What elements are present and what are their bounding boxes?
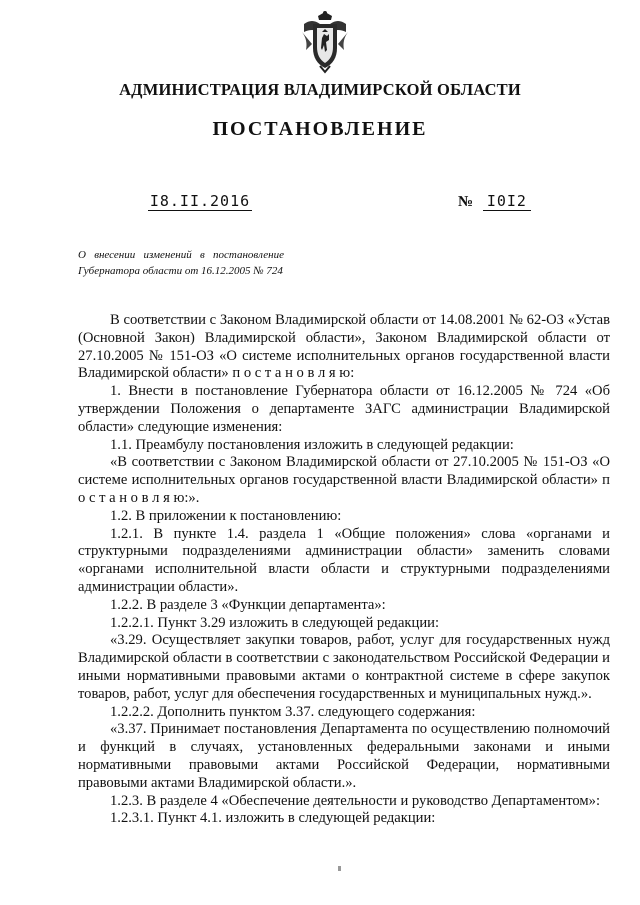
document-number: I0I2 — [483, 192, 531, 211]
body-paragraph: 1.2. В приложении к постановлению: — [110, 507, 342, 524]
coat-of-arms-emblem — [298, 10, 352, 74]
body-paragraph: «В соответствии с Законом Владимирской области от 27.10.2005 № 151-ОЗ «О системе исполнительных органов государственной власти Владимирской области» п о с т а н о в л я ю:». — [78, 454, 610, 506]
body-paragraph: 1.2.2.1. Пункт 3.29 изложить в следующей редакции: — [110, 614, 439, 631]
subject-line: Губернатора области от 16.12.2005 № 724 — [78, 265, 283, 277]
subject-line: О внесении изменений в постановление — [78, 249, 284, 261]
organization-name: АДМИНИСТРАЦИЯ ВЛАДИМИРСКОЙ ОБЛАСТИ — [119, 80, 521, 99]
body-paragraph: 1.2.1. В пункте 1.4. раздела 1 «Общие положения» слова «органами и структурными подразделениями администрации области» заменить словами «органами исполнительной власти области и структурными подразделениями администрации области». — [78, 525, 610, 595]
body-paragraph: «3.29. Осуществляет закупки товаров, работ, услуг для государственных нужд Владимирской области в соответствии с законодательством Российской Федерации и иными нормативными правовыми актами о контрактной системе в сфере закупок товаров, работ, услуг для обеспечения государственных и муниципальных нужд.». — [78, 632, 610, 702]
document-title: ПОСТАНОВЛЕНИЕ — [212, 118, 428, 140]
body-paragraph: В соответствии с Законом Владимирской области от 14.08.2001 № 62-ОЗ «Устав (Основной Закон) Владимирской области», Законом Владимирской области от 27.10.2005 № 151-ОЗ «О системе исполнительных органов государственной власти Владимирской области» п о с т а н о в л я ю: — [78, 312, 610, 382]
body-paragraph: 1.1. Преамбулу постановления изложить в следующей редакции: — [110, 436, 514, 453]
body-paragraph: 1.2.3. В разделе 4 «Обеспечение деятельности и руководство Департаментом»: — [110, 792, 601, 809]
body-paragraph: 1. Внести в постановление Губернатора области от 16.12.2005 № 724 «Об утверждении Положения о департаменте ЗАГС администрации Владимирской области» следующие изменения: — [78, 383, 610, 435]
body-paragraph: 1.2.2.2. Дополнить пунктом 3.37. следующего содержания: — [110, 703, 476, 720]
document-subject — [78, 247, 338, 279]
body-paragraph: 1.2.3.1. Пункт 4.1. изложить в следующей редакции: — [110, 810, 436, 827]
body-paragraph: «3.37. Принимает постановления Департамента по осуществлению полномочий и функций в случаях, установленных федеральными законами и иными нормативными правовыми актами Российской Федерации, нормативными правовыми актами Владимирской области.». — [78, 721, 610, 791]
scan-artifact — [338, 866, 341, 871]
body-paragraph: 1.2.2. В разделе 3 «Функции департамента»: — [110, 596, 386, 613]
document-body — [78, 312, 610, 828]
number-sign: № — [458, 194, 474, 210]
document-number-block — [458, 192, 531, 211]
document-date: I8.II.2016 — [149, 192, 251, 210]
